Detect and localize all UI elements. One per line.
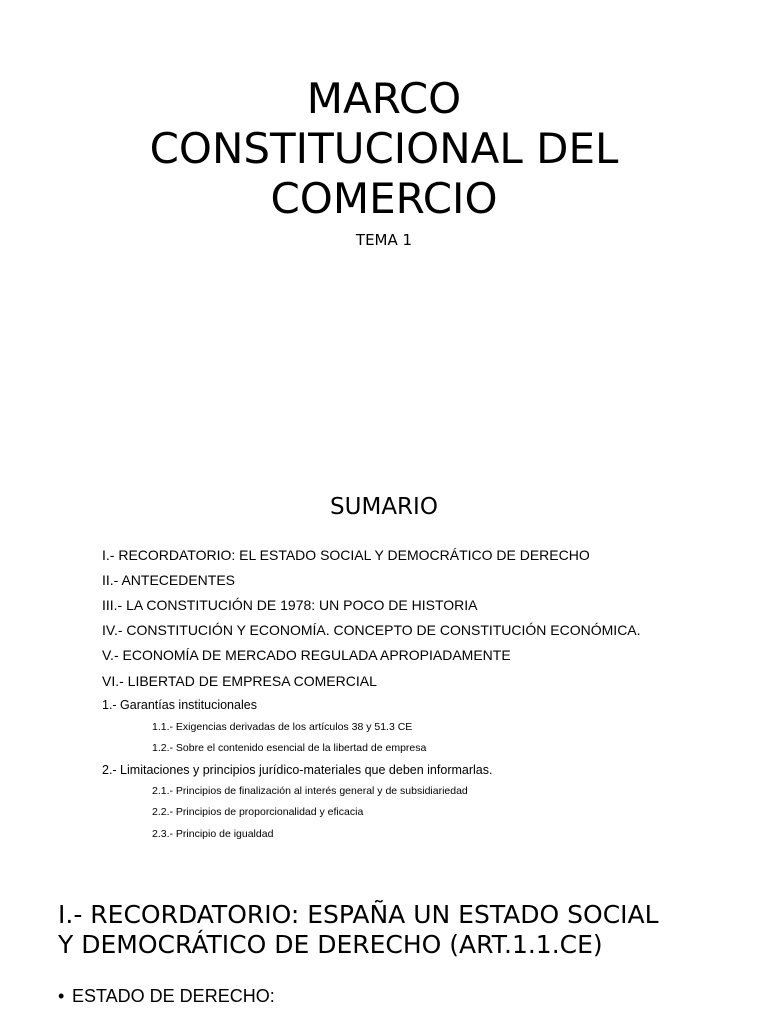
toc-item-5: V.- ECONOMÍA DE MERCADO REGULADA APROPIADAMENTE [102, 647, 511, 663]
main-title-line-1: MARCO [306, 74, 462, 123]
main-title [0, 74, 768, 224]
toc-subsubitem-2-1: 2.1.- Principios de finalización al interés general y de subsidiariedad [152, 785, 468, 797]
title-slide [0, 0, 768, 470]
toc-subsubitem-1-1: 1.1.- Exigencias derivadas de los artículos 38 y 51.3 CE [152, 721, 413, 733]
section-title-line-2: Y DEMOCRÁTICO DE DERECHO (ART.1.1.CE) [58, 930, 603, 959]
bullet-symbol: • [58, 986, 65, 1006]
sumario-heading: SUMARIO [330, 494, 438, 520]
toc-subsubitem-1-2: 1.2.- Sobre el contenido esencial de la libertad de empresa [152, 742, 427, 754]
toc-subsubitem-2-3: 2.3.- Principio de igualdad [152, 828, 274, 840]
subtitle: TEMA 1 [355, 231, 413, 249]
toc-item-2: II.- ANTECEDENTES [102, 572, 236, 588]
main-title-line-2: CONSTITUCIONAL DEL [149, 124, 619, 173]
toc-item-6: VI.- LIBERTAD DE EMPRESA COMERCIAL [102, 673, 377, 689]
toc-subitem-2: 2.- Limitaciones y principios jurídico-materiales que deben informarlas. [102, 763, 493, 777]
bullet-item [58, 984, 275, 1008]
section-title [58, 900, 738, 960]
section-title-line-1: I.- RECORDATORIO: ESPAÑA UN ESTADO SOCIAL [58, 900, 659, 929]
toc-subsubitem-2-2: 2.2.- Principios de proporcionalidad y eficacia [152, 806, 364, 818]
main-title-line-3: COMERCIO [270, 174, 498, 223]
bullet-text: ESTADO DE DERECHO: [72, 986, 275, 1006]
toc-subitem-1: 1.- Garantías institucionales [102, 698, 257, 712]
toc-item-4: IV.- CONSTITUCIÓN Y ECONOMÍA. CONCEPTO DE CONSTITUCIÓN ECONÓMICA. [102, 622, 641, 638]
toc-item-3: III.- LA CONSTITUCIÓN DE 1978: UN POCO DE HISTORIA [102, 597, 478, 613]
toc-item-1: I.- RECORDATORIO: EL ESTADO SOCIAL Y DEMOCRÁTICO DE DERECHO [102, 547, 590, 563]
